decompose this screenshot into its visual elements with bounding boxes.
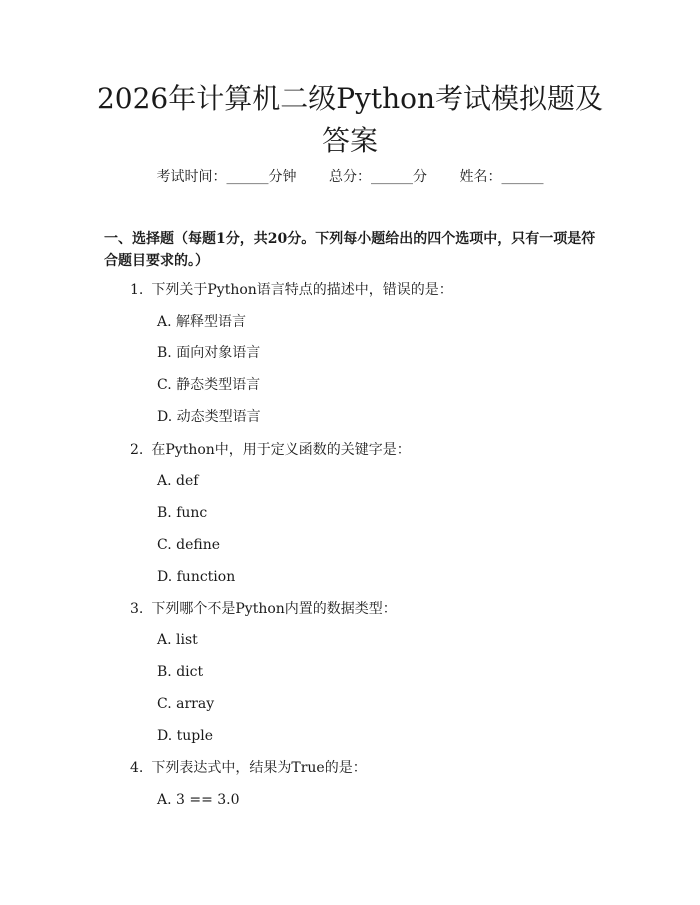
question-number: 3. [130,601,144,617]
q1-option-a: A. 解释型语言 [157,314,247,330]
q2-option-d: D. function [157,569,236,585]
question-4 [130,757,367,779]
q3-option-b: B. dict [157,664,204,680]
question-2 [130,439,411,461]
q1-option-d: D. 动态类型语言 [157,409,261,425]
exam-time-field: 考试时间：______分钟 [156,169,297,185]
q4-option-a: A. 3 == 3.0 [157,792,240,808]
section-heading: 一、选择题（每题1分，共20分。下列每小题给出的四个选项中，只有一项是符合题目要求的。） [104,231,596,269]
q3-option-d: D. tuple [157,728,213,744]
q1-option-b: B. 面向对象语言 [157,345,261,361]
question-number: 2. [130,442,144,458]
question-text: 在Python中，用于定义函数的关键字是： [151,442,411,458]
question-1 [130,279,453,301]
q2-option-a: A. def [157,473,199,489]
exam-meta [0,166,700,188]
question-text: 下列哪个不是Python内置的数据类型： [151,601,397,617]
q3-option-a: A. list [157,632,198,648]
question-text: 下列表达式中，结果为True的是： [151,760,367,776]
q1-option-c: C. 静态类型语言 [157,377,261,393]
question-3 [130,598,397,620]
question-text: 下列关于Python语言特点的描述中，错误的是： [151,282,453,298]
doc-title: 2026年计算机二级Python考试模拟题及答案 [96,82,604,157]
total-score-field: 总分：______分 [329,169,427,185]
question-number: 4. [130,760,144,776]
name-field: 姓名：______ [459,169,544,185]
q2-option-b: B. func [157,505,208,521]
q3-option-c: C. array [157,696,215,712]
question-number: 1. [130,282,144,298]
q2-option-c: C. define [157,537,220,553]
